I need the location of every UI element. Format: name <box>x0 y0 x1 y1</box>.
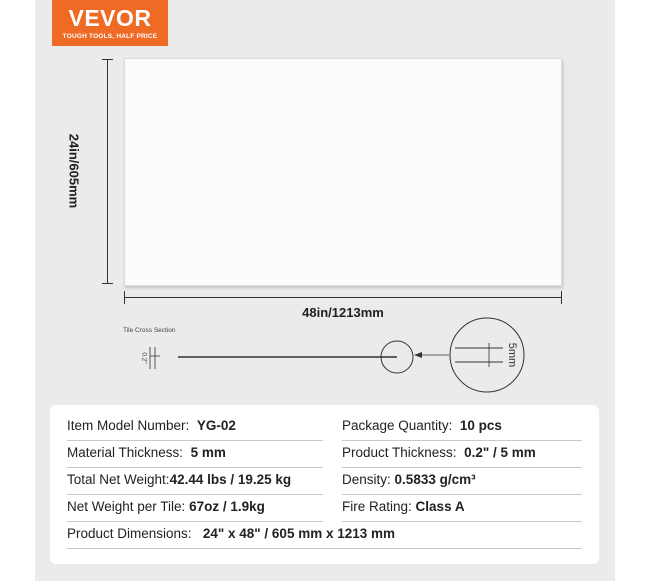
spec-model-value: YG-02 <box>196 418 236 433</box>
spec-divider <box>342 440 582 441</box>
spec-tile-weight-value: 67oz / 1.9kg <box>189 499 265 514</box>
spec-divider <box>342 521 582 522</box>
spec-fire-rating-value: Class A <box>415 499 465 514</box>
spec-density-value: 0.5833 g/cm³ <box>394 472 476 487</box>
spec-density <box>342 472 476 487</box>
logo-brand: VEVOR <box>68 5 152 31</box>
cross-section-title: Tile Cross Section <box>123 327 176 334</box>
spec-thickness-label: Product Thickness: <box>342 445 457 460</box>
spec-divider <box>67 440 323 441</box>
spec-model-label: Item Model Number: <box>67 418 190 433</box>
spec-package-label: Package Quantity: <box>342 418 453 433</box>
spec-divider <box>67 467 323 468</box>
cross-section-thickness-label: 0.2" <box>140 352 148 364</box>
logo-tagline: TOUGH TOOLS, HALF PRICE <box>62 33 158 40</box>
spec-material-label: Material Thickness: <box>67 445 184 460</box>
spec-divider <box>67 521 323 522</box>
spec-divider <box>342 467 582 468</box>
spec-package-value: 10 pcs <box>459 418 502 433</box>
spec-thickness <box>342 445 536 460</box>
spec-thickness-value: 0.2" / 5 mm <box>464 445 536 460</box>
spec-package <box>342 418 502 433</box>
spec-divider <box>342 494 582 495</box>
specifications-table <box>50 405 599 564</box>
spec-material <box>67 445 226 460</box>
width-dimension-label: 48in/1213mm <box>302 305 384 320</box>
spec-divider <box>67 548 582 549</box>
cross-section-detail-label: 5mm <box>506 342 518 368</box>
spec-total-weight-label: Total Net Weight: <box>67 472 170 487</box>
spec-tile-weight-label: Net Weight per Tile: <box>67 499 186 514</box>
spec-total-weight <box>67 472 291 487</box>
spec-dimensions <box>67 526 395 541</box>
height-dimension-label: 24in/605mm <box>66 133 82 209</box>
spec-fire-rating-label: Fire Rating: <box>342 499 412 514</box>
spec-dimensions-value: 24" x 48" / 605 mm x 1213 mm <box>202 526 396 541</box>
spec-total-weight-value: 42.44 lbs / 19.25 kg <box>169 472 292 487</box>
spec-material-value: 5 mm <box>190 445 226 460</box>
spec-model <box>67 418 236 433</box>
spec-fire-rating <box>342 499 465 514</box>
spec-divider <box>67 494 323 495</box>
spec-dimensions-label: Product Dimensions: <box>67 526 192 541</box>
spec-tile-weight <box>67 499 265 514</box>
spec-density-label: Density: <box>342 472 391 487</box>
